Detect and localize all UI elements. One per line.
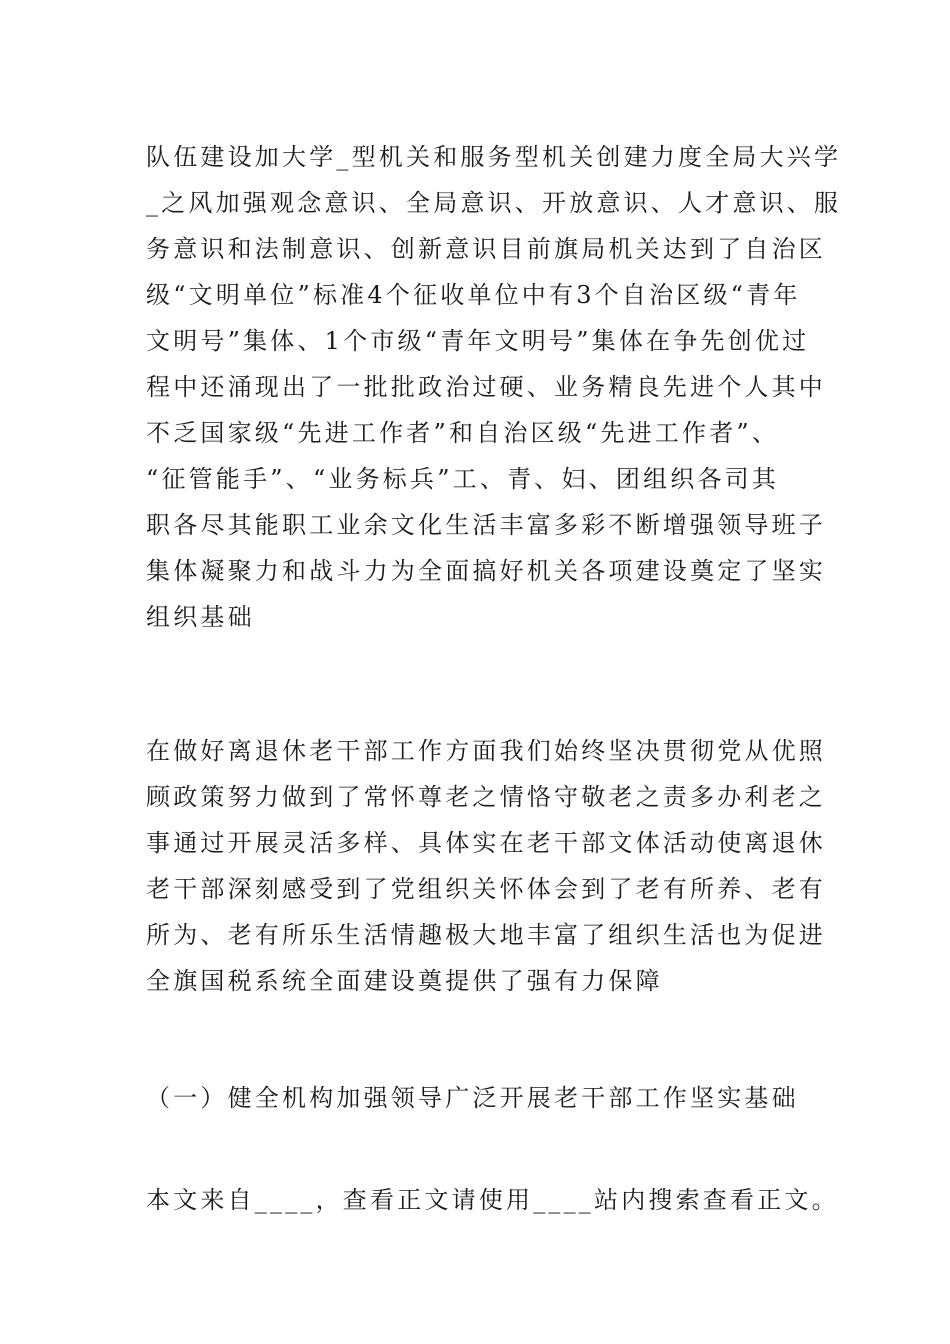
paragraph-party-building	[146, 134, 842, 640]
paragraph-line: 文明号”集体、1个市级“青年文明号”集体在争先创优过	[146, 327, 810, 355]
footer-note-text: 本文来自____，查看正文请使用____站内搜索查看正文。	[146, 1186, 839, 1214]
paragraph-line: 不乏国家级“先进工作者”和自治区级“先进工作者”、	[146, 419, 780, 447]
footer-note	[146, 1177, 839, 1223]
paragraph-line: 队伍建设加大学_型机关和服务型机关创建力度全局大兴学	[146, 143, 842, 171]
paragraph-retired-cadres	[146, 728, 826, 1004]
paragraph-line: 职各尽其能职工业余文化生活丰富多彩不断增强领导班子	[146, 511, 826, 539]
paragraph-line: 组织基础	[146, 603, 255, 631]
paragraph-line: 集体凝聚力和战斗力为全面搞好机关各项建设奠定了坚实	[146, 557, 826, 585]
paragraph-line: 务意识和法制意识、创新意识目前旗局机关达到了自治区	[146, 235, 826, 263]
paragraph-line: 顾政策努力做到了常怀尊老之情恪守敬老之责多办利老之	[146, 783, 826, 811]
paragraph-line: 所为、老有所乐生活情趣极大地丰富了组织生活也为促进	[146, 921, 826, 949]
paragraph-line: 在做好离退休老干部工作方面我们始终坚决贯彻党从优照	[146, 737, 826, 765]
paragraph-line: “征管能手”、“业务标兵”工、青、妇、团组织各司其	[146, 465, 780, 493]
section-heading	[146, 1075, 816, 1121]
paragraph-line: 程中还涌现出了一批批政治过硬、业务精良先进个人其中	[146, 373, 826, 401]
paragraph-line: _之风加强观念意识、全局意识、开放意识、人才意识、服	[146, 189, 842, 217]
paragraph-line: 老干部深刻感受到了党组织关怀体会到了老有所养、老有	[146, 875, 826, 903]
paragraph-line: 级“文明单位”标准4个征收单位中有3个自治区级“青年	[146, 281, 801, 309]
paragraph-line: 事通过开展灵活多样、具体实在老干部文体活动使离退休	[146, 829, 826, 857]
paragraph-line: 全旗国税系统全面建设奠提供了强有力保障	[146, 967, 663, 995]
section-heading-text: （一）健全机构加强领导广泛开展老干部工作坚实基础	[146, 1084, 799, 1112]
